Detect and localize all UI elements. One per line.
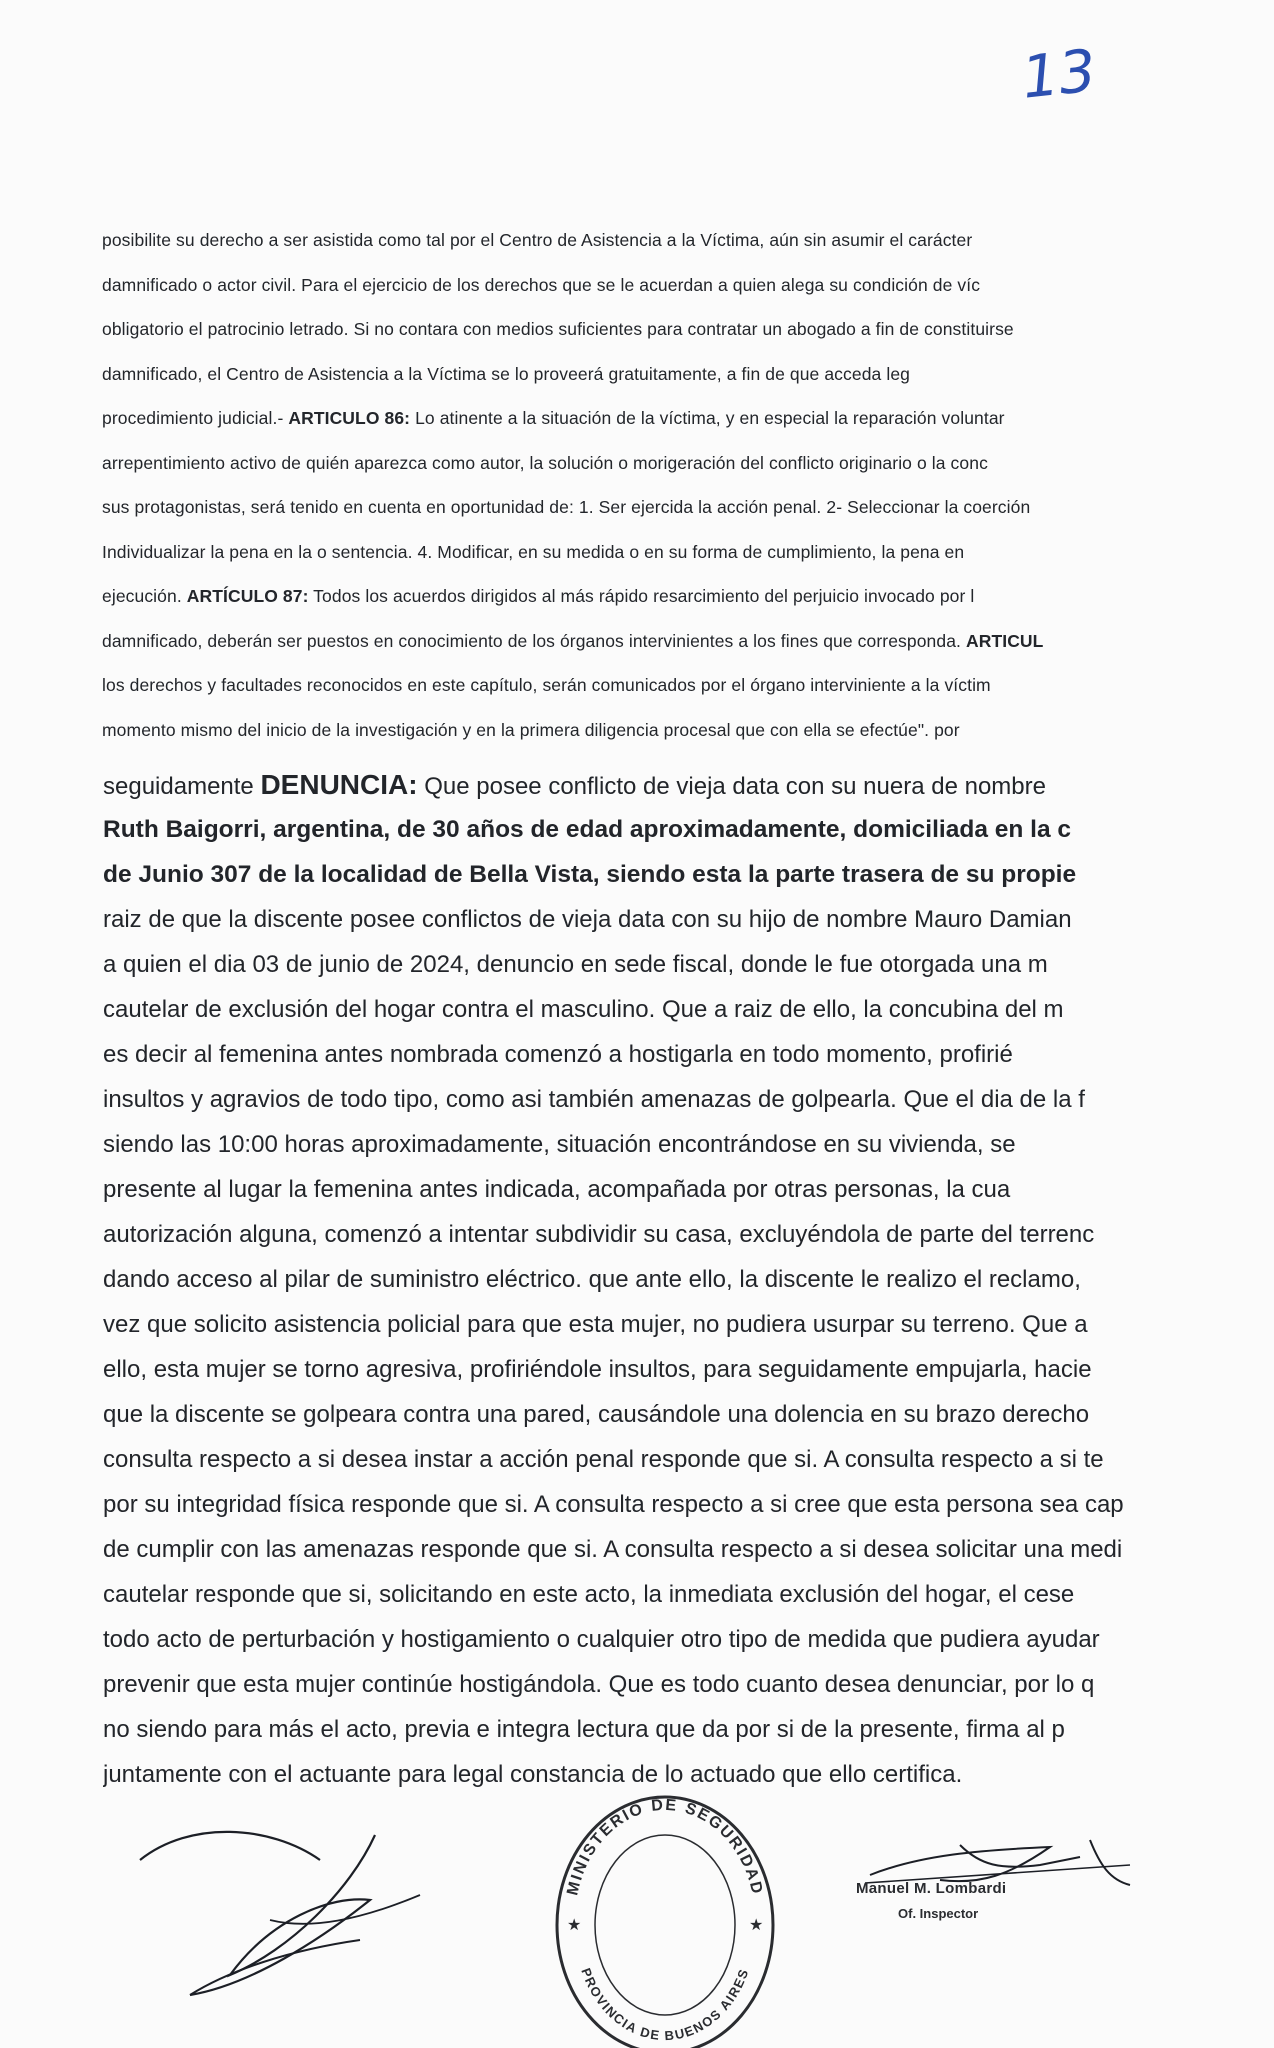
officer-rank: Of. Inspector — [898, 1906, 979, 1921]
text-line: que la discente se golpeara contra una pared, causándole una dolencia en su brazo derecho — [103, 1401, 1090, 1428]
text-line: damnificado, deberán ser puestos en conocimiento de los órganos intervinientes a los fines que corresponda. ARTICUL — [102, 630, 1044, 651]
text-line: raiz de que la discente posee conflictos de vieja data con su hijo de nombre Mauro Damian — [103, 906, 1072, 933]
text-line: insultos y agravios de todo tipo, como asi también amenazas de golpearla. Que el dia de la f — [103, 1086, 1085, 1113]
text-line: juntamente con el actuante para legal constancia de lo actuado que ello certifica. — [103, 1761, 963, 1788]
denuncia-paragraph — [103, 762, 1135, 1797]
text-line: los derechos y facultades reconocidos en este capítulo, serán comunicados por el órgano interviniente a la víctim — [102, 675, 991, 695]
article-87-heading: ARTÍCULO 87: — [186, 586, 309, 606]
text-line: sus protagonistas, será tenido en cuenta en oportunidad de: 1. Ser ejercida la acción penal. 2- Seleccionar la coerción — [102, 497, 1031, 517]
text-line: autorización alguna, comenzó a intentar subdividir su casa, excluyéndola de parte del terrenc — [103, 1221, 1095, 1248]
text-line: cautelar responde que si, solicitando en este acto, la inmediata exclusión del hogar, el cese — [103, 1581, 1075, 1608]
legal-articles-paragraph — [102, 218, 1132, 752]
text-line: cautelar de exclusión del hogar contra el masculino. Que a raiz de ello, la concubina del m — [103, 996, 1064, 1023]
text-line: obligatorio el patrocinio letrado. Si no contara con medios suficientes para contratar un abogado a fin de constituirse — [102, 319, 1014, 339]
text-line: a quien el dia 03 de junio de 2024, denuncio en sede fiscal, donde le fue otorgada una m — [103, 951, 1048, 978]
text-line: seguidamente DENUNCIA: Que posee conflicto de vieja data con su nuera de nombre — [103, 769, 1046, 800]
text-line: posibilite su derecho a ser asistida como tal por el Centro de Asistencia a la Víctima, aún sin asumir el carácter — [102, 230, 973, 250]
text-line: Ruth Baigorri, argentina, de 30 años de edad aproximadamente, domiciliada en la c — [103, 816, 1072, 843]
text-line: vez que solicito asistencia policial para que esta mujer, no pudiera usurpar su terreno. Que a — [103, 1311, 1088, 1338]
officer-name: Manuel M. Lombardi — [856, 1880, 1007, 1897]
text-line: de Junio 307 de la localidad de Bella Vista, siendo esta la parte trasera de su propie — [103, 861, 1077, 888]
text-line: procedimiento judicial.- ARTICULO 86: Lo atinente a la situación de la víctima, y en especial la reparación voluntar — [102, 408, 1005, 428]
text-line: consulta respecto a si desea instar a acción penal responde que si. A consulta respecto a si te — [103, 1446, 1104, 1473]
page-number: 13 — [1018, 36, 1100, 112]
stamp-top-text: MINISTERIO DE SEGURIDAD — [564, 1796, 766, 1898]
text-line: momento mismo del inicio de la investigación y en la primera diligencia procesal que con ella se efectúe". por — [102, 719, 960, 740]
article-88-heading: ARTICUL — [965, 630, 1044, 651]
complainant-signature — [120, 1800, 450, 2000]
text-line: por su integridad física responde que si. A consulta respecto a si cree que esta persona sea cap — [103, 1491, 1124, 1518]
text-line: es decir al femenina antes nombrada comenzó a hostigarla en todo momento, profirié — [103, 1041, 1013, 1068]
denuncia-heading: DENUNCIA: — [260, 769, 418, 800]
text-line: ello, esta mujer se torno agresiva, profiriéndole insultos, para seguidamente empujarla, hacie — [103, 1356, 1092, 1383]
text-line: dando acceso al pilar de suministro eléctrico. que ante ello, la discente le realizo el reclamo, — [103, 1266, 1081, 1293]
text-line: todo acto de perturbación y hostigamiento o cualquier otro tipo de medida que pudiera ayudar — [103, 1626, 1100, 1653]
svg-text:★: ★ — [567, 1915, 582, 1934]
official-stamp — [545, 1770, 785, 2048]
text-line: ejecución. ARTÍCULO 87: Todos los acuerdos dirigidos al más rápido resarcimiento del perjuicio invocado por l — [102, 586, 975, 606]
text-line: damnificado o actor civil. Para el ejercicio de los derechos que se le acuerdan a quien alega su condición de víc — [102, 274, 981, 295]
article-86-heading: ARTICULO 86: — [288, 408, 411, 428]
text-line: prevenir que esta mujer continúe hostigándola. Que es todo cuanto desea denunciar, por lo q — [103, 1671, 1095, 1698]
text-line: de cumplir con las amenazas responde que si. A consulta respecto a si desea solicitar una medi — [103, 1536, 1123, 1563]
text-line: presente al lugar la femenina antes indicada, acompañada por otras personas, la cua — [103, 1176, 1011, 1203]
svg-text:MINISTERIO DE SEGURIDAD — [564, 1797, 765, 1897]
stamp-bottom-text: PROVINCIA DE BUENOS AIRES — [578, 1966, 752, 2044]
text-line: damnificado, el Centro de Asistencia a la Víctima se lo proveerá gratuitamente, a fin de que acceda leg — [102, 363, 910, 384]
text-line: Individualizar la pena en la o sentencia. 4. Modificar, en su medida o en su forma de cumplimiento, la pena en — [102, 541, 965, 562]
text-line: arrepentimiento activo de quién aparezca como autor, la solución o morigeración del conflicto originario o la conc — [102, 452, 988, 473]
svg-text:★: ★ — [749, 1915, 764, 1934]
text-line: no siendo para más el acto, previa e integra lectura que da por si de la presente, firma al p — [103, 1716, 1065, 1743]
text-line: siendo las 10:00 horas aproximadamente, situación encontrándose en su vivienda, se — [103, 1131, 1016, 1158]
